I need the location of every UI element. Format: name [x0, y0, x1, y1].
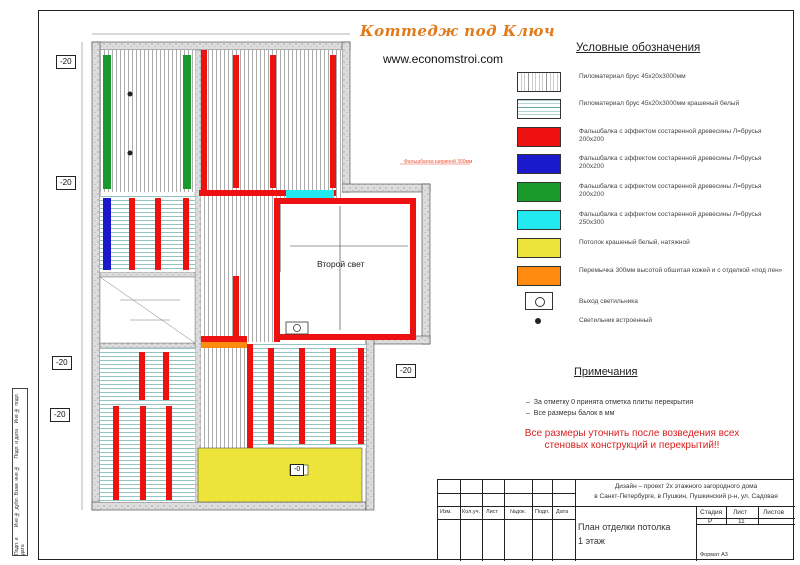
lamp-icon	[128, 151, 133, 156]
project-name: Дизайн – проект 2х этажного загородного дома	[614, 483, 758, 490]
legend-swatch	[517, 210, 561, 230]
legend-swatch	[517, 99, 561, 119]
level-mark: -20	[396, 364, 416, 378]
notes-title: Примечания	[574, 366, 638, 378]
legend-item: Фальшбалка с эффектом состаренной древесины Л=брусья 250х300	[517, 210, 787, 234]
legend-item: Потолок крашеный белый, натяжной	[517, 238, 787, 262]
format-label: Формат А3	[700, 552, 728, 558]
warning-note: Все размеры уточнить после возведения всех стеновых конструкций и перекрытий!!	[524, 428, 740, 451]
legend-item: Фальшбалка с эффектом состаренной древесины Л=брусья 200х200	[517, 154, 787, 178]
legend-swatch	[517, 182, 561, 202]
legend-item: Пиломатериал брус 45х20х3000мм	[517, 72, 787, 96]
sheet-name: План отделки потолка	[578, 522, 671, 532]
ring-icon	[525, 292, 553, 310]
legend-item: Выход светильника	[517, 292, 787, 316]
side-stamp: Инв.№ подл. Подп. и дата Взам. инв.№ Инв.№ дубл. Подп. и дата	[12, 388, 28, 556]
level-mark: -20	[56, 176, 76, 190]
level-mark: -20	[50, 408, 70, 422]
floor-name: 1 этаж	[578, 536, 605, 546]
note-item: – Все размеры балок в мм	[526, 410, 615, 417]
legend-item: Светильник встроенный	[517, 316, 787, 340]
brand-title: Коттедж под Ключ	[360, 22, 556, 40]
level-mark: -20	[56, 55, 76, 69]
legend-swatch	[517, 154, 561, 174]
lamp-icon	[128, 92, 133, 97]
room-label: Второй свет	[317, 259, 365, 269]
legend-title: Условные обозначения	[576, 42, 701, 54]
level-mark: -20	[52, 356, 72, 370]
legend-swatch	[517, 127, 561, 147]
website-link[interactable]: www.economstroi.com	[383, 52, 504, 66]
legend-item: Фальшбалка с эффектом состаренной древесины Л=брусья 200х200	[517, 182, 787, 206]
legend-item: Пиломатериал брус 45х20х3000мм крашеный белый	[517, 99, 787, 123]
orange-note: Фальшбалка шириной 300мм	[404, 159, 473, 165]
project-address: в Санкт-Петербурге, в Пушкин, Пушкинский р-н, ул. Садовая	[594, 493, 778, 500]
legend-item: Перемычка 300мм высотой обшитая кожей и с отделкой «под лен»	[517, 266, 787, 290]
legend-swatch	[517, 72, 561, 92]
dot-icon	[535, 318, 541, 324]
note-item: – За отметку 0 принята отметка плиты перекрытия	[526, 399, 694, 406]
level-mark: -0	[290, 464, 304, 476]
legend-item: Фальшбалка с эффектом состаренной древесины Л=брусья 200х200	[517, 127, 787, 151]
title-block: Изм. Кол.уч. Лист №док. Подп. Дата Дизайн – проект 2х этажного загородного дома в Санкт-Петербурге, в Пушкин, Пушкинский р-н, ул. Садовая План отделки потолка 1 этаж Стадия Лист Листов Р 11 Формат А3	[437, 479, 794, 560]
legend-swatch	[517, 266, 561, 286]
legend-swatch	[517, 238, 561, 258]
